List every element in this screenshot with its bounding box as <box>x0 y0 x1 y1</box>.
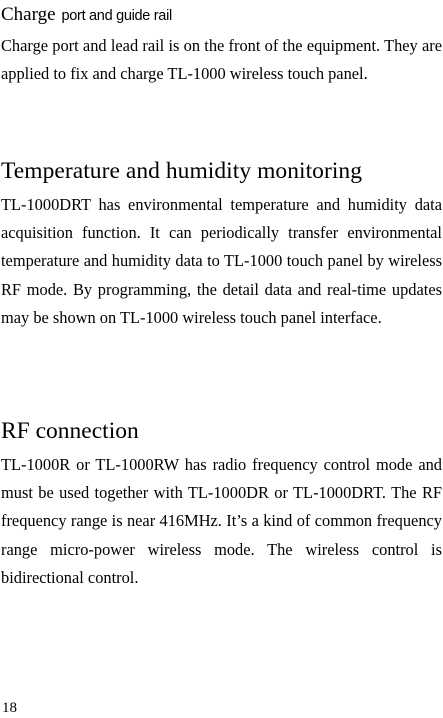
rf-connection-paragraph: TL-1000R or TL-1000RW has radio frequency control mode and must be used together with TL-1000DR or TL-1000DRT. The RF frequency range is near 416MHz. It’s a kind of common frequency range micro-power wireless mode. The wireless control is bidirectional control. <box>1 455 442 587</box>
temperature-humidity-heading: Temperature and humidity monitoring <box>1 158 363 184</box>
charge-heading-main: Charge <box>1 4 56 25</box>
charge-port-heading <box>1 1 172 25</box>
page-number: 18 <box>2 700 17 716</box>
rf-connection-heading: RF connection <box>1 418 139 444</box>
charge-port-paragraph: Charge port and lead rail is on the front of the equipment. They are applied to fix and charge TL-1000 wireless touch panel. <box>1 36 442 84</box>
temperature-humidity-paragraph: TL-1000DRT has environmental temperature and humidity data acquisition function. It can periodically transfer environmental temperature and humidity data to TL-1000 touch panel by wireless RF mode. By programming, the detail data and real-time updates may be shown on TL-1000 wireless touch panel interface. <box>1 195 442 327</box>
charge-heading-sub: port and guide rail <box>61 8 172 24</box>
